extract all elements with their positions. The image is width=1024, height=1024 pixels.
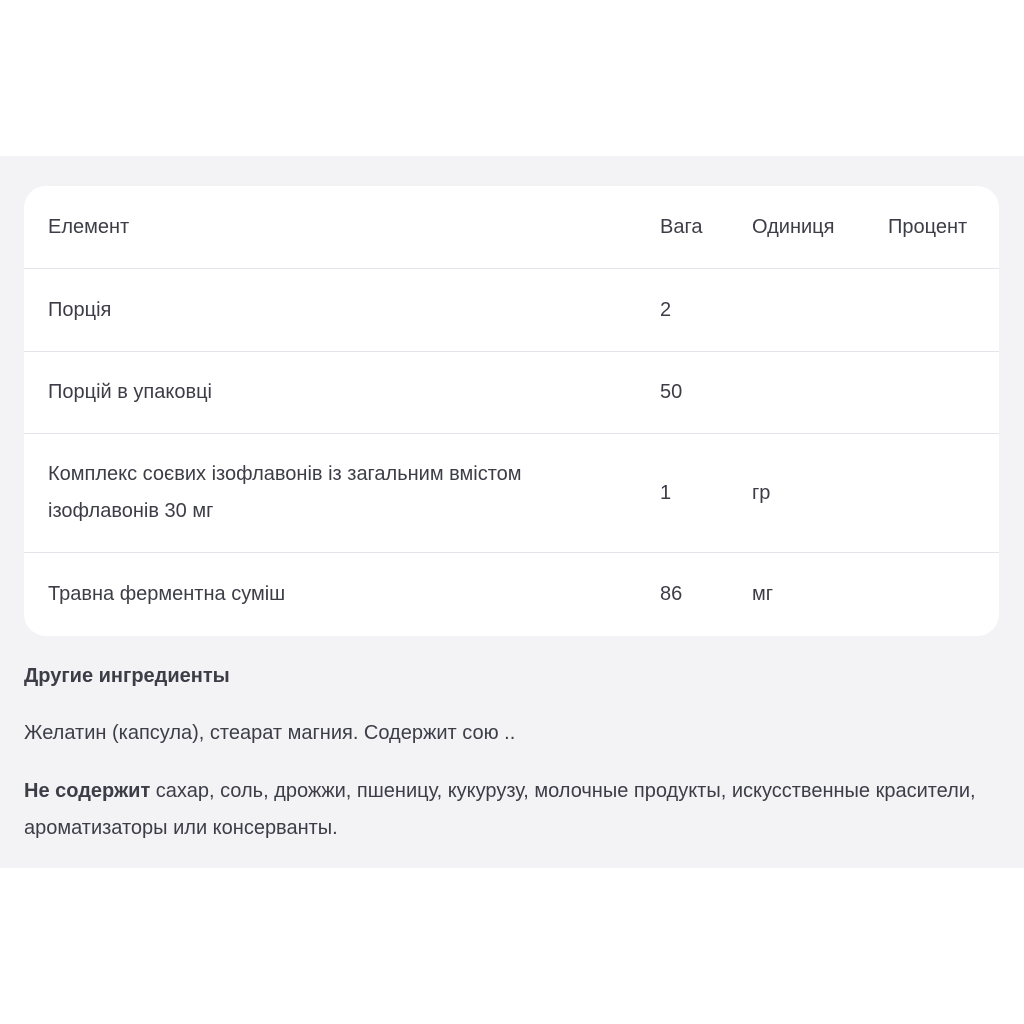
row-element: Комплекс соєвих ізофлавонів із загальним вмістом ізофлавонів 30 мг [48, 463, 522, 522]
ingredients-text: Желатин (капсула), стеарат магния. Содержит сою .. [24, 722, 516, 744]
free-of-label: Не содержит [24, 780, 151, 802]
row-weight: 50 [660, 381, 683, 403]
table-row [24, 434, 999, 553]
row-weight: 86 [660, 583, 683, 605]
table-row [24, 352, 999, 434]
table-row [24, 553, 999, 636]
free-of-statement [24, 773, 984, 847]
header-unit: Одиниця [752, 216, 835, 238]
header-element: Елемент [48, 216, 130, 238]
row-element: Порція [48, 299, 112, 321]
free-of-text: сахар, соль, дрожжи, пшеницу, кукурузу, молочные продукты, искусственные красители, ароматизаторы или консерванты. [24, 780, 976, 839]
nutrition-table [24, 186, 999, 636]
row-element: Травна ферментна суміш [48, 583, 286, 605]
supplement-facts-panel [0, 156, 1024, 868]
table-header-row [24, 186, 999, 269]
row-weight: 1 [660, 482, 672, 504]
table-row [24, 269, 999, 352]
header-percent: Процент [888, 216, 968, 238]
header-weight: Вага [660, 216, 703, 238]
row-element: Порцій в упаковці [48, 381, 213, 403]
row-unit: гр [752, 482, 771, 504]
other-ingredients-heading: Другие ингредиенты [24, 665, 230, 687]
row-unit: мг [752, 583, 774, 605]
row-weight: 2 [660, 299, 672, 321]
